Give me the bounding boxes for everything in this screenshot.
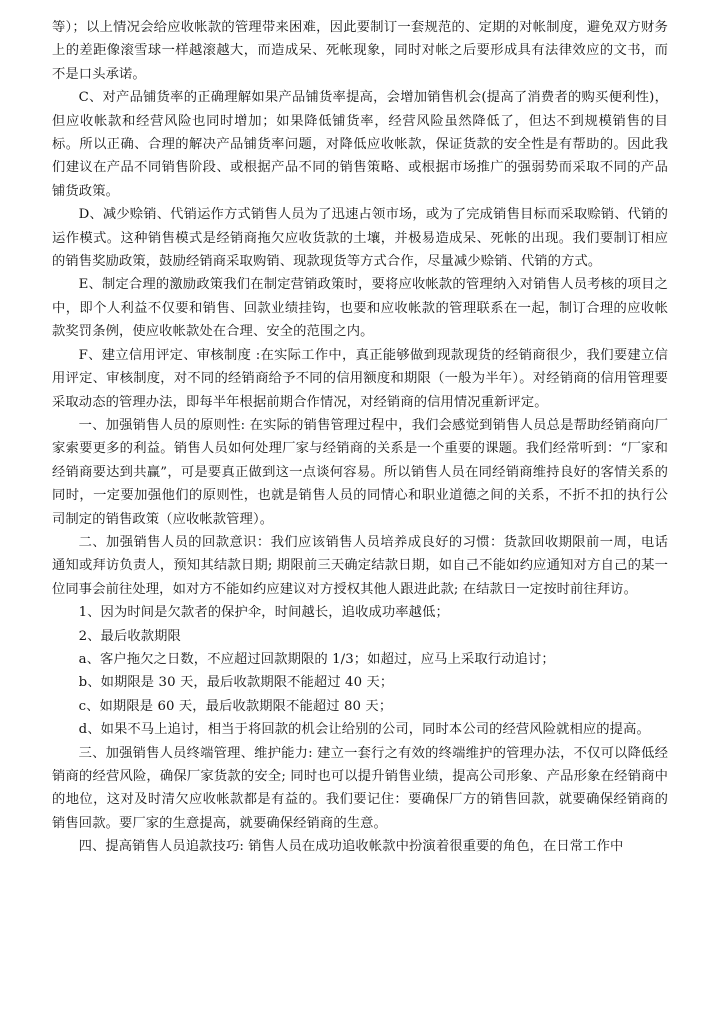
paragraph-d-reduce-credit-sales: D、减少赊销、代销运作方式销售人员为了迅速占领市场，或为了完成销售目标而采取赊销、代销的运作模式。这种销售模式是经销商拖欠应收货款的土壤，并极易造成呆、死帐的出现。我们要制订相应的销售奖励政策，鼓励经销商采取购销、现款现货等方式合作，尽量减少赊销、代销的方式。 [52, 207, 668, 270]
list-item-time-protection: 1、因为时间是欠款者的保护伞，时间越长，追收成功率越低； [78, 605, 449, 621]
paragraph-4-collection-skills: 四、提高销售人员追款技巧: 销售人员在成功追收帐款中扮演着很重要的角色，在日常工作中 [78, 839, 624, 855]
list-item-a: a、客户拖欠之日数，不应超过回款期限的 1/3；如超过，应马上采取行动追讨； [78, 651, 555, 667]
paragraph-1-principle: 一、加强销售人员的原则性: 在实际的销售管理过程中，我们会感觉到销售人员总是帮助经销商向厂家索要更多的利益。销售人员如何处理厂家与经销商的关系是一个重要的课题。我们经常听到：“厂家和经销商要达到共赢”，可是要真正做到这一点谈何容易。所以销售人员在同经销商维持良好的客情关系的同时，一定要加强他们的原则性，也就是销售人员的同情心和职业道德之间的关系，不折不扣的执行公司制定的销售政策（应收帐款管理）。 [52, 417, 668, 527]
paragraph-3-terminal-management: 三、加强销售人员终端管理、维护能力: 建立一套行之有效的终端维护的管理办法，不仅可以降低经销商的经营风险，确保厂家货款的安全; 同时也可以提升销售业绩，提高公司形象、产品形象在经销商中的地位，这对及时清欠应收帐款都是有益的。我们要记住：要确保厂方的销售回款，就要确保经销商的销售回款。要厂家的生意提高，就要确保经销商的生意。 [52, 745, 668, 831]
paragraph-c-distribution-rate: C、对产品铺货率的正确理解如果产品铺货率提高，会增加销售机会(提高了消费者的购买便利性)，但应收帐款和经营风险也同时增加；如果降低铺货率，经营风险虽然降低了，但达不到规模销售的目标。所以正确、合理的解决产品铺货率问题，对降低应收帐款，保证货款的安全性是有帮助的。因此我们建议在产品不同销售阶段、或根据产品不同的销售策略、或根据市场推广的强弱势而采取不同的产品铺货政策。 [52, 90, 668, 199]
list-item-c: c、如期限是 60 天，最后收款期限不能超过 80 天； [78, 698, 393, 714]
paragraph-reconciliation-system: 等）；以上情况会给应收帐款的管理带来困难，因此要制订一套规范的、定期的对帐制度，避免双方财务上的差距像滚雪球一样越滚越大，而造成呆、死帐现象，同时对帐之后要形成具有法律效应的文书，而不是口头承诺。 [52, 20, 668, 82]
paragraph-e-incentive-policy: E、制定合理的激励政策我们在制定营销政策时，要将应收帐款的管理纳入对销售人员考核的项目之中，即个人利益不仅要和销售、回款业绩挂钩，也要和应收帐款的管理联系在一起，制订合理的应收帐款奖罚条例，使应收帐款处在合理、安全的范围之内。 [52, 277, 668, 340]
list-item-final-deadline: 2、最后收款期限 [78, 628, 181, 644]
paragraph-f-credit-evaluation: F、建立信用评定、审核制度 :在实际工作中，真正能够做到现款现货的经销商很少，我们要建立信用评定、审核制度，对不同的经销商给予不同的信用额度和期限（一般为半年）。对经销商的信用管理要采取动态的管理办法，即每半年根据前期合作情况，对经销商的信用情况重新评定。 [52, 347, 668, 410]
list-item-d: d、如果不马上追讨，相当于将回款的机会让给别的公司，同时本公司的经营风险就相应的提高。 [78, 722, 650, 738]
paragraph-2-collection-awareness: 二、加强销售人员的回款意识：我们应该销售人员培养成良好的习惯：货款回收期限前一周，电话通知或拜访负责人，预知其结款日期; 期限前三天确定结款日期，如自己不能如约应通知对方自己的某一位同事会前往处理，如对方不能如约应建议对方授权其他人跟进此款; 在结款日一定按时前往拜访。 [52, 534, 668, 597]
list-item-b: b、如期限是 30 天，最后收款期限不能超过 40 天； [78, 675, 394, 691]
